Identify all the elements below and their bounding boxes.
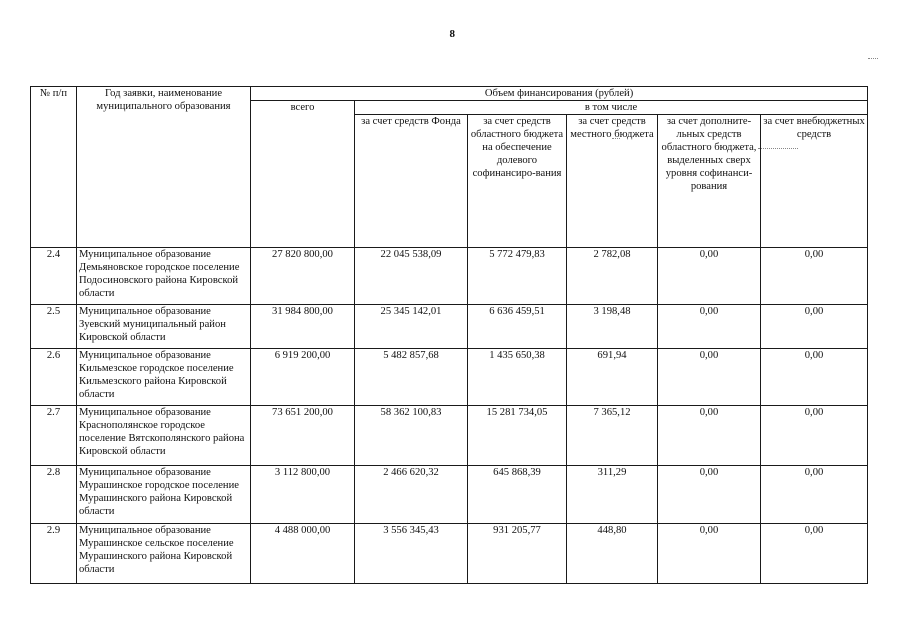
row-fund: 2 466 620,32 xyxy=(355,466,468,524)
row-local: 2 782,08 xyxy=(567,248,658,305)
scan-mark xyxy=(868,58,878,60)
header-including: в том числе xyxy=(355,101,868,115)
row-number: 2.7 xyxy=(31,406,77,466)
row-number: 2.4 xyxy=(31,248,77,305)
header-additional: за счет дополните-льных средств областного бюджета, выделенных сверх уровня софинанси-рования xyxy=(658,115,761,248)
row-regional: 15 281 734,05 xyxy=(468,406,567,466)
scan-mark xyxy=(758,148,798,150)
row-regional: 6 636 459,51 xyxy=(468,305,567,349)
header-row-top xyxy=(31,87,868,101)
header-no: № п/п xyxy=(31,87,77,248)
row-additional: 0,00 xyxy=(658,466,761,524)
row-name: Муниципальное образование Зуевский муниципальный район Кировской области xyxy=(77,305,251,349)
row-additional: 0,00 xyxy=(658,248,761,305)
row-total: 4 488 000,00 xyxy=(251,524,355,584)
row-local: 7 365,12 xyxy=(567,406,658,466)
row-regional: 5 772 479,83 xyxy=(468,248,567,305)
header-local: за счет средств местного бюджета xyxy=(567,115,658,248)
row-name: Муниципальное образование Кильмезское городское поселение Кильмезского района Кировской области xyxy=(77,349,251,406)
row-extrabudget: 0,00 xyxy=(761,466,868,524)
row-local: 691,94 xyxy=(567,349,658,406)
row-local: 448,80 xyxy=(567,524,658,584)
row-total: 3 112 800,00 xyxy=(251,466,355,524)
header-fund: за счет средств Фонда xyxy=(355,115,468,248)
header-financing: Объем финансирования (рублей) xyxy=(251,87,868,101)
row-regional: 1 435 650,38 xyxy=(468,349,567,406)
row-additional: 0,00 xyxy=(658,349,761,406)
financing-table xyxy=(30,86,868,584)
row-total: 6 919 200,00 xyxy=(251,349,355,406)
row-fund: 3 556 345,43 xyxy=(355,524,468,584)
row-regional: 931 205,77 xyxy=(468,524,567,584)
page-number: 8 xyxy=(449,28,456,40)
row-name: Муниципальное образование Мурашинское городское поселение Мурашинского района Кировской области xyxy=(77,466,251,524)
row-extrabudget: 0,00 xyxy=(761,305,868,349)
table-row xyxy=(31,349,868,406)
row-additional: 0,00 xyxy=(658,406,761,466)
row-fund: 58 362 100,83 xyxy=(355,406,468,466)
row-local: 3 198,48 xyxy=(567,305,658,349)
row-total: 73 651 200,00 xyxy=(251,406,355,466)
table-row xyxy=(31,305,868,349)
row-fund: 25 345 142,01 xyxy=(355,305,468,349)
header-total: всего xyxy=(251,101,355,248)
row-number: 2.9 xyxy=(31,524,77,584)
row-number: 2.5 xyxy=(31,305,77,349)
row-number: 2.8 xyxy=(31,466,77,524)
table-row xyxy=(31,248,868,305)
row-name: Муниципальное образование Демьяновское городское поселение Подосиновского района Кировской области xyxy=(77,248,251,305)
row-extrabudget: 0,00 xyxy=(761,406,868,466)
row-total: 27 820 800,00 xyxy=(251,248,355,305)
row-additional: 0,00 xyxy=(658,524,761,584)
row-local: 311,29 xyxy=(567,466,658,524)
scan-mark xyxy=(612,138,620,140)
table-row xyxy=(31,406,868,466)
row-regional: 645 868,39 xyxy=(468,466,567,524)
table-row xyxy=(31,524,868,584)
row-extrabudget: 0,00 xyxy=(761,524,868,584)
row-fund: 22 045 538,09 xyxy=(355,248,468,305)
row-total: 31 984 800,00 xyxy=(251,305,355,349)
row-name: Муниципальное образование Мурашинское сельское поселение Мурашинского района Кировской области xyxy=(77,524,251,584)
header-name: Год заявки, наименование муниципального образования xyxy=(77,87,251,248)
row-fund: 5 482 857,68 xyxy=(355,349,468,406)
header-regional: за счет средств областного бюджета на обеспечение долевого софинансиро-вания xyxy=(468,115,567,248)
row-extrabudget: 0,00 xyxy=(761,349,868,406)
row-extrabudget: 0,00 xyxy=(761,248,868,305)
row-additional: 0,00 xyxy=(658,305,761,349)
row-number: 2.6 xyxy=(31,349,77,406)
header-extrabudget: за счет внебюджетных средств xyxy=(761,115,868,248)
row-name: Муниципальное образование Краснополянское городское поселение Вятскополянского района Кировской области xyxy=(77,406,251,466)
table-row xyxy=(31,466,868,524)
